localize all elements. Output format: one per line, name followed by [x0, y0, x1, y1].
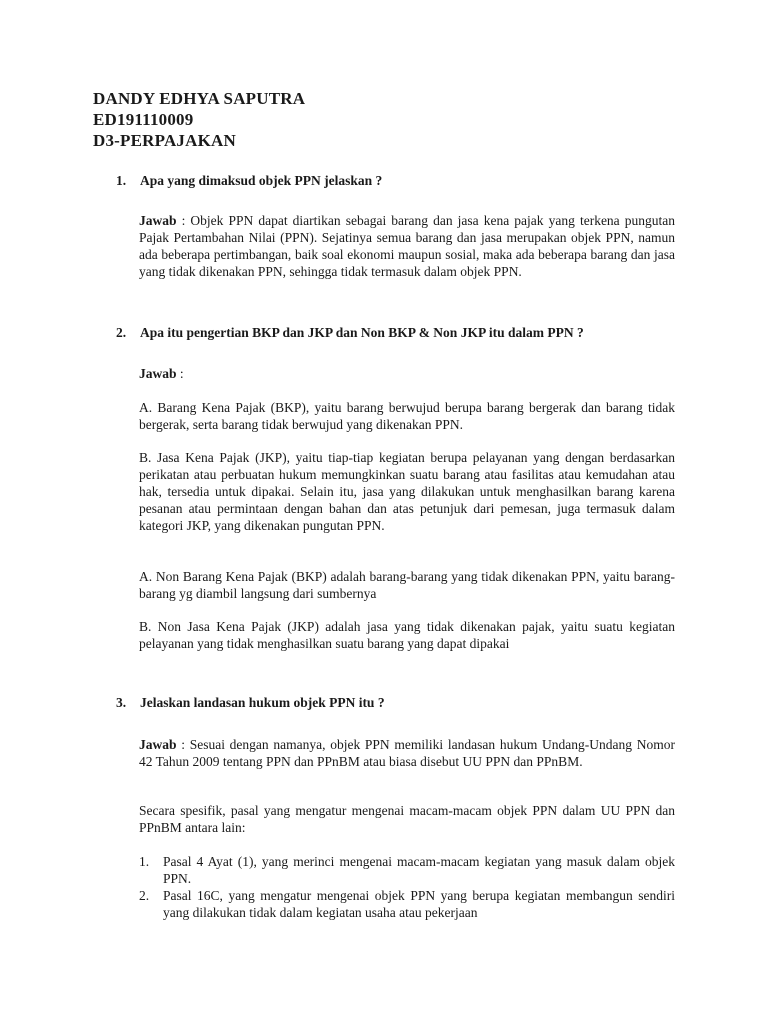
- question-3-number: 3.: [116, 695, 127, 710]
- question-2: [116, 324, 584, 341]
- answer-2-non-jkp: B. Non Jasa Kena Pajak (JKP) adalah jasa yang tidak dikenakan pajak, yaitu suatu kegiatan pelayanan yang tidak menghasilkan suatu barang yang dapat dipakai: [139, 619, 675, 651]
- student-id: ED191110009: [93, 110, 194, 129]
- question-3: [116, 694, 385, 711]
- answer-2-bkp: A. Barang Kena Pajak (BKP), yaitu barang berwujud berupa barang bergerak dan barang tidak bergerak, serta barang tidak berwujud yang dikenakan PPN.: [139, 400, 675, 432]
- question-3-text: Jelaskan landasan hukum objek PPN itu ?: [140, 695, 385, 710]
- answer-1-text: : Objek PPN dapat diartikan sebagai barang dan jasa kena pajak yang terkena pungutan Pajak Pertambahan Nilai (PPN). Sejatinya semua barang dan jasa merupakan objek PPN, namun ada beberapa pertimbangan, baik soal ekonomi maupun sosial, maka ada beberapa barang dan jasa yang tidak dikenakan PPN, sehingga tidak termasuk dalam objek PPN.: [139, 213, 675, 279]
- jawab-label: Jawab: [139, 737, 177, 752]
- student-header: [93, 88, 305, 151]
- jawab-label: Jawab: [139, 213, 177, 228]
- list-item: 1. Pasal 4 Ayat (1), yang merinci mengenai macam-macam kegiatan yang masuk dalam objek PPN.: [139, 854, 675, 886]
- study-program: D3-PERPAJAKAN: [93, 131, 236, 150]
- question-2-text: Apa itu pengertian BKP dan JKP dan Non BKP & Non JKP itu dalam PPN ?: [140, 325, 584, 340]
- question-1-text: Apa yang dimaksud objek PPN jelaskan ?: [140, 173, 383, 188]
- answer-3-text: : Sesuai dengan namanya, objek PPN memiliki landasan hukum Undang-Undang Nomor 42 Tahun 2009 tentang PPN dan PPnBM atau biasa disebut UU PPN dan PPnBM.: [139, 737, 675, 769]
- question-1-number: 1.: [116, 173, 127, 188]
- answer-2-non-bkp: A. Non Barang Kena Pajak (BKP) adalah barang-barang yang tidak dikenakan PPN, yaitu barang-barang yg diambil langsung dari sumbernya: [139, 569, 675, 601]
- question-2-number: 2.: [116, 325, 127, 340]
- answer-1: [139, 212, 675, 280]
- pasal-list: [139, 853, 675, 921]
- answer-2-label: Jawab :: [139, 366, 184, 381]
- jawab-label: Jawab: [139, 366, 177, 381]
- answer-3: [139, 736, 675, 770]
- list-item: 2. Pasal 16C, yang mengatur mengenai objek PPN yang berupa kegiatan membangun sendiri yang dilakukan tidak dalam kegiatan usaha atau pekerjaan: [139, 888, 675, 920]
- student-name: DANDY EDHYA SAPUTRA: [93, 89, 306, 108]
- answer-3-spesifik: Secara spesifik, pasal yang mengatur mengenai macam-macam objek PPN dalam UU PPN dan PPnBM antara lain:: [139, 803, 675, 835]
- answer-2-jkp: B. Jasa Kena Pajak (JKP), yaitu tiap-tiap kegiatan berupa pelayanan yang dengan berdasarkan perikatan atau perbuatan hukum memungkinkan suatu barang atau fasilitas atau kemudahan atau hak, tersedia untuk dipakai. Selain itu, jasa yang dilakukan untuk menghasilkan barang karena pesanan atau permintaan dengan bahan dan atas petunjuk dari pemesan, juga termasuk dalam kategori JKP, yang dikenakan pungutan PPN.: [139, 450, 675, 533]
- question-1: [116, 172, 382, 189]
